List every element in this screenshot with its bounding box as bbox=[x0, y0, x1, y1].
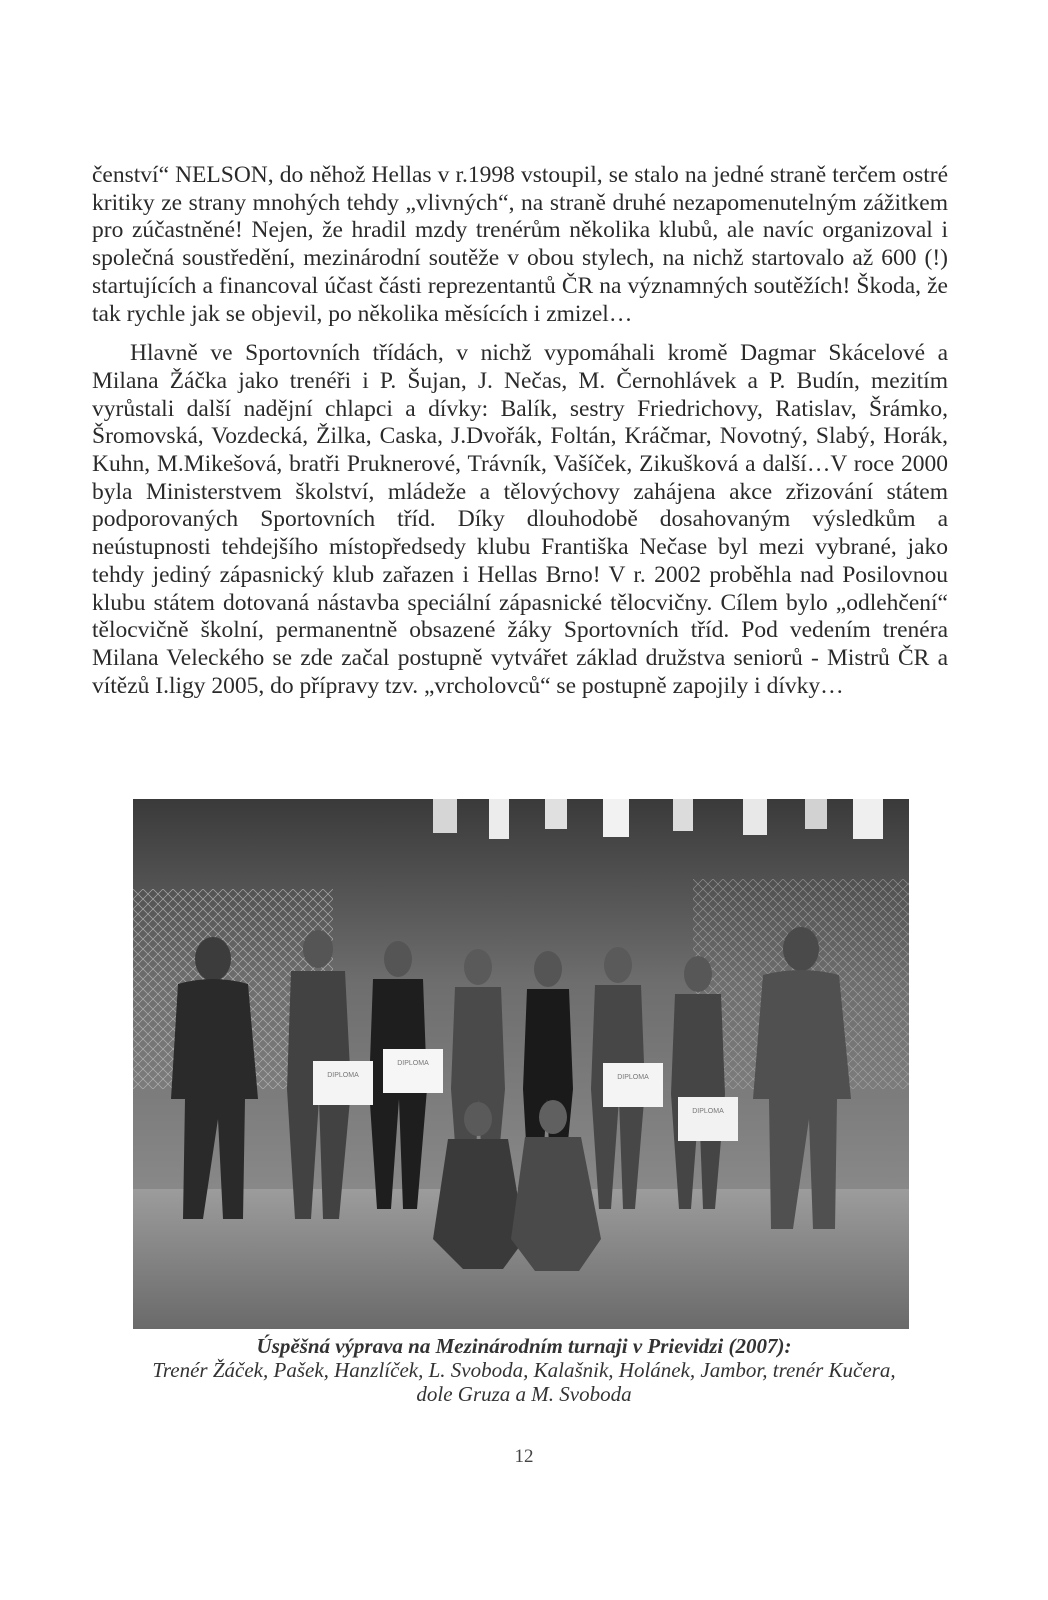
diploma-label: DIPLOMA bbox=[327, 1072, 359, 1079]
page-number: 12 bbox=[514, 1446, 534, 1467]
photo-caption bbox=[80, 1334, 968, 1406]
diploma-label: DIPLOMA bbox=[397, 1060, 429, 1067]
body-text bbox=[92, 162, 948, 700]
caption-names-bottom: dole Gruza a M. Svoboda bbox=[416, 1382, 632, 1406]
diploma-label: DIPLOMA bbox=[617, 1074, 649, 1081]
paragraph-2: Hlavně ve Sportovních třídách, v nichž vypomáhali kromě Dagmar Skácelové a Milana Žáčka jako trenéři i P. Šujan, J. Nečas, M. Černohlávek a P. Budín, mezitím vyrůstali další nadějní chlapci a dívky: Balík, sestry Friedrichovy, Ratislav, Šrámko, Šromovská, Vozdecká, Žilka, Caska, J.Dvořák, Foltán, Kráčmar, Novotný, Slabý, Horák, Kuhn, M.Mikešová, bratři Pruknerové, Trávník, Vašíček, Zikušková a další…V roce 2000 byla Ministerstvem školství, mládeže a tělovýchovy zahájena akce zřizování státem podporovaných Sportovních tříd. Díky dlouhodobě dosahovaným výsledkům a neústupnosti tehdejšího místopředsedy klubu Františka Nečase byl mezi vybrané, jako tehdy jediný zápasnický klub zařazen i Hellas Brno! V r. 2002 proběhla nad Posilovnou klubu státem dotovaná nástavba speciální zápasnické tělocvičny. Cílem bylo „odlehčení“ tělocvičně školní, permanentně obsazené žáky Sportovních tříd. Pod vedením trenéra Milana Veleckého se zde začal postupně vytvářet základ družstva seniorů - Mistrů ČR a vítězů I.ligy 2005, do přípravy tzv. „vrcholovců“ se postupně zapojily i dívky… bbox=[92, 340, 948, 699]
diploma-label: DIPLOMA bbox=[692, 1108, 724, 1115]
caption-title: Úspěšná výprava na Mezinárodním turnaji v Prievidzi (2007): bbox=[256, 1334, 792, 1358]
caption-names: Trenér Žáček, Pašek, Hanzlíček, L. Svoboda, Kalašnik, Holánek, Jambor, trenér Kučera, bbox=[152, 1358, 896, 1382]
paragraph-1: čenství“ NELSON, do něhož Hellas v r.1998 vstoupil, se stalo na jedné straně terčem ostré kritiky ze strany mnohých tehdy „vlivných“, na straně druhé nezapomenutelným zážitkem pro zúčastněné! Nejen, že hradil mzdy trenérům několika klubů, ale navíc organizoval i společná soustředění, mezinárodní soutěže v obou stylech, na nichž startovalo až 600 (!) startujících a financoval účast části reprezentantů ČR na významných soutěžích! Škoda, že tak rychle jak se objevil, po několika měsících i zmizel… bbox=[92, 162, 948, 327]
team-photo bbox=[133, 799, 909, 1329]
